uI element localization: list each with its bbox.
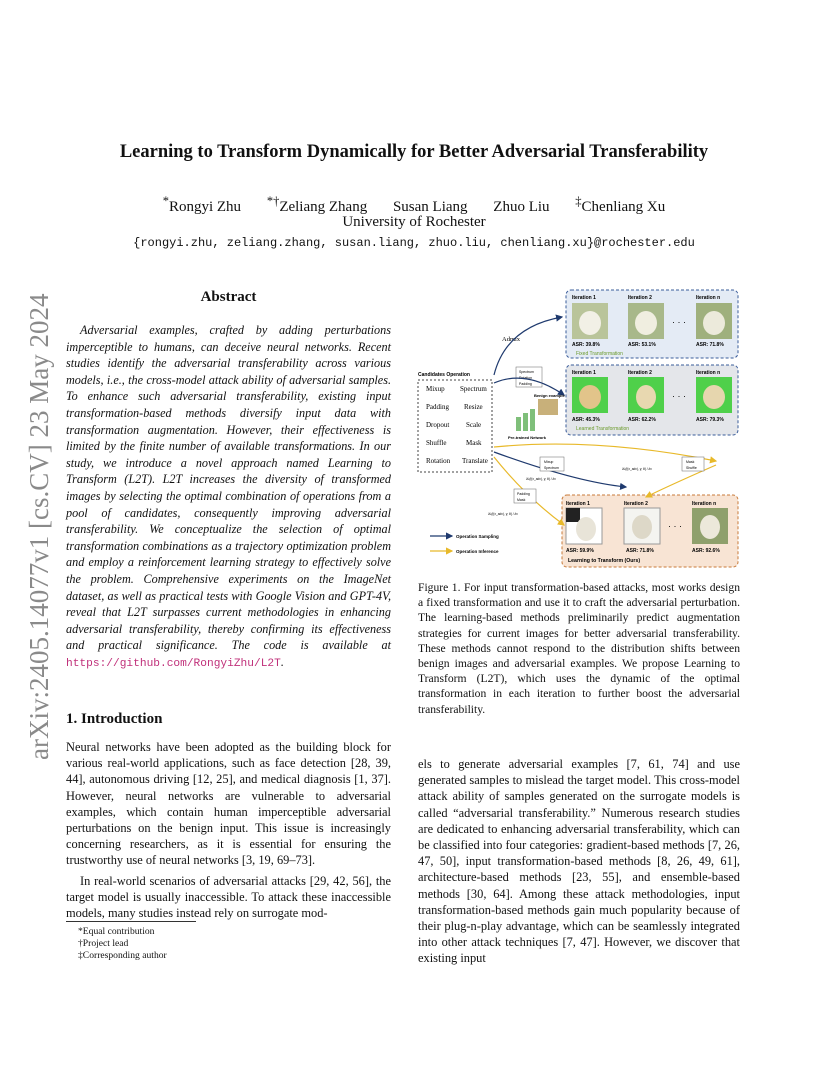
admix-label: Admix bbox=[502, 336, 521, 343]
panel-fixed-iter-1: Iteration 1 bbox=[572, 295, 596, 301]
dog-icon bbox=[700, 515, 720, 539]
ops-box-2 bbox=[540, 457, 564, 471]
candidate-translate: Translate bbox=[462, 457, 488, 465]
dog-icon bbox=[579, 385, 601, 409]
panel-fixed-asr-1: ASR: 39.8% bbox=[572, 342, 600, 348]
dog-icon bbox=[632, 515, 652, 539]
grad-expr-3: ∂L(f(x_adv), y; θ) / ∂x bbox=[622, 467, 652, 471]
candidates-box bbox=[418, 372, 492, 472]
pretrained-network-icon bbox=[516, 409, 535, 431]
author-4: Zhuo Liu bbox=[493, 199, 550, 215]
panel-l2t-asr-1: ASR: 59.9% bbox=[566, 548, 594, 554]
ops-box-3 bbox=[514, 489, 536, 503]
candidate-mixup: Mixup bbox=[426, 385, 445, 393]
figure-legend bbox=[430, 534, 499, 554]
panel-l2t bbox=[562, 495, 738, 567]
footnote-3: ‡Corresponding author bbox=[78, 950, 167, 961]
panel-learned-ellipsis: · · · bbox=[672, 391, 686, 401]
intro-paragraph-2: In real-world scenarios of adversarial attacks [29, 42, 56], the target model is usually inaccessible. To attack these inaccessible models, many studies instead rely on surrogate mod- bbox=[66, 873, 391, 921]
ops-box-4-op-1: Mask bbox=[686, 460, 695, 464]
panel-fixed-iter-2: Iteration 2 bbox=[628, 295, 652, 301]
grad-expr-2: ∂L(f(x_adv), y; θ) / ∂x bbox=[488, 512, 518, 516]
ops-box-2-op-1: Mixup bbox=[544, 460, 554, 464]
panel-l2t-iter-2: Iteration 2 bbox=[624, 501, 648, 507]
figure-1-diagram bbox=[416, 287, 740, 573]
panel-l2t-label: Learning to Transform (Ours) bbox=[568, 558, 641, 564]
dog-icon bbox=[636, 385, 656, 409]
benign-label: Benign example bbox=[534, 393, 565, 398]
footnote-divider bbox=[66, 921, 196, 922]
ops-box-3-op-2: Mask bbox=[517, 498, 526, 502]
candidates-title: Candidates Operation bbox=[418, 372, 470, 378]
ops-box-3-op-1: Padding bbox=[517, 492, 530, 496]
grad-expr-1: ∂L(f(x_adv), y; θ) / ∂x bbox=[526, 477, 556, 481]
author-list bbox=[0, 194, 828, 216]
panel-l2t-asr-n: ASR: 92.6% bbox=[692, 548, 720, 554]
panel-fixed-asr-n: ASR: 71.8% bbox=[696, 342, 724, 348]
candidate-rotation: Rotation bbox=[426, 457, 451, 465]
panel-learned-iter-n: Iteration n bbox=[696, 370, 721, 376]
intro-body bbox=[66, 739, 391, 925]
author-mark-5: ‡ bbox=[575, 194, 582, 208]
panel-learned-label: Learned Transformation bbox=[576, 426, 630, 432]
candidate-padding: Padding bbox=[426, 403, 449, 411]
panel-fixed bbox=[566, 290, 738, 358]
author-3: Susan Liang bbox=[392, 199, 468, 215]
author-emails: {rongyi.zhu, zeliang.zhang, susan.liang, zhuo.liu, chenliang.xu}@rochester.edu bbox=[133, 236, 695, 250]
candidate-scale: Scale bbox=[466, 421, 482, 429]
panel-fixed-label: Fixed Transformation bbox=[576, 351, 623, 357]
author-2: Zeliang Zhang bbox=[279, 199, 368, 215]
dog-icon bbox=[703, 385, 725, 409]
intro-heading: 1. Introduction bbox=[66, 711, 163, 727]
ops-box-1-op-3: Padding bbox=[519, 382, 532, 386]
ops-box-1-op-2: Rotation bbox=[519, 376, 533, 380]
author-5: Chenliang Xu bbox=[581, 199, 666, 215]
panel-fixed-ellipsis: · · · bbox=[672, 317, 686, 327]
candidate-resize: Resize bbox=[464, 403, 483, 411]
ops-box-2-op-2: Spectrum bbox=[544, 466, 559, 470]
author-mark-1: * bbox=[162, 194, 169, 208]
ops-box-4 bbox=[682, 457, 704, 471]
panel-l2t-iter-1: Iteration 1 bbox=[566, 501, 590, 507]
footnotes bbox=[78, 926, 167, 962]
l2t-img-1-mask bbox=[566, 508, 580, 522]
panel-l2t-asr-2: ASR: 71.8% bbox=[626, 548, 654, 554]
ops-box-1 bbox=[516, 367, 542, 387]
panel-learned-iter-2: Iteration 2 bbox=[628, 370, 652, 376]
intro-paragraph-1: Neural networks have been adopted as the building block for various real-world applications, such as face detection [28, 39, 44], autonomous driving [12, 25], and medical diagnosis [1, 37]. However, neural networks are vulnerable to adversarial examples, which contain human imperceptible adversarial perturbations on the benign input. This issue is increasingly concerning researchers, as it is essential for ensuring the trustworthy use of neural networks [3, 19, 69–73]. bbox=[66, 740, 391, 868]
intro-body-continued: els to generate adversarial examples [7, 61, 74] and use generated samples to mislead the target model. This cross-model attack ability of samples generated on the surrogate models is called “adversarial transferability.” Numerous research studies are dedicated to enhancing adversarial transferability, which can be classified into four categories: gradient-based methods [7, 26, 47, 50], input transformation-based methods [8, 26, 49, 61], architecture-based methods [23, 55], and ensemble-based methods [30, 64]. Among these attack methodologies, input transformation-based methods gain much popularity because of their plug-n-play advantage, which can be seamlessly integrated into other attack techniques [7, 47]. However, we discover that existing input bbox=[418, 757, 740, 966]
arxiv-stamp-text: arXiv:2405.14077v1 [cs.CV] 23 May 2024 bbox=[24, 293, 54, 760]
dog-icon bbox=[635, 311, 657, 335]
candidate-shuffle: Shuffle bbox=[426, 439, 447, 447]
affiliation: University of Rochester bbox=[342, 214, 486, 230]
ops-box-4-op-2: Shuffle bbox=[686, 466, 697, 470]
dog-icon bbox=[576, 517, 596, 541]
panel-l2t-ellipsis: · · · bbox=[668, 521, 682, 531]
abstract-text: Adversarial examples, crafted by adding perturbations imperceptible to humans, can deceive neural networks. Recent studies identify the adversarial transferability across various models, i.e., the cross-model attack ability of adversarial samples. To enhance such adversarial transferability, existing input transformation-based methods diversify input data with transformation augmentation. However, their effectiveness is limited by the finite number of available transformations. In our study, we introduce a novel approach named Learning to Transform (L2T). L2T increases the diversity of transformed images by selecting the optimal combination of operations from a pool of candidates, consequently improving adversarial transferability. We conceptualize the selection of optimal transformation combinations as a trajectory optimization problem and employ a reinforcement learning strategy to effectively solve the problem. Comprehensive experiments on the ImageNet dataset, as well as practical tests with Google Vision and GPT-4V, reveal that L2T surpasses current methodologies in enhancing adversarial transferability, thereby confirming its effectiveness and practical significance. The code is available at bbox=[66, 323, 391, 653]
panel-l2t-iter-n: Iteration n bbox=[692, 501, 717, 507]
candidate-spectrum: Spectrum bbox=[460, 385, 487, 393]
abstract-heading: Abstract bbox=[200, 289, 257, 305]
candidate-mask: Mask bbox=[466, 439, 482, 447]
panel-learned bbox=[566, 365, 738, 435]
figure-caption: Figure 1. For input transformation-based attacks, most works design a fixed transformation and use it to craft the adversarial perturbation. The learning-based methods preliminarily predict augmentation strategies for current images for better adversarial transferability. These methods cannot respond to the distribution shifts between benign images and adversarial examples. We propose Learning to Transform (L2T), which uses the dynamic of the optimal transformation in each iteration to further boost the adversarial transferability. bbox=[418, 581, 740, 716]
abstract-body: Adversarial examples, crafted by adding perturbations imperceptible to humans, can deceive neural networks. Recent studies identify the adversarial transferability across various models, i.e., the cross-model attack ability of adversarial samples. To enhance such adversarial transferability, existing input transformation-based methods diversify input data with transformation augmentation. However, their effectiveness is limited by the finite number of available transformations. In our study, we introduce a novel approach named Learning to Transform (L2T). L2T increases the diversity of transformed images by selecting the optimal combination of operations from a pool of candidates, consequently improving adversarial transferability. We conceptualize the selection of optimal transformation combinations as a trajectory optimization problem and employ a reinforcement learning strategy to effectively solve the problem. Comprehensive experiments on the ImageNet dataset, as well as practical tests with Google Vision and GPT-4V, reveal that L2T surpasses current methodologies in enhancing adversarial transferability, thereby confirming its effectiveness and practical significance. The code is available at https://github.com/RongyiZhu/L2T. bbox=[66, 323, 391, 670]
panel-learned-asr-n: ASR: 79.3% bbox=[696, 417, 724, 423]
arxiv-stamp bbox=[6, 270, 66, 770]
panel-learned-iter-1: Iteration 1 bbox=[572, 370, 596, 376]
dog-icon bbox=[703, 311, 725, 335]
admix-arrow bbox=[494, 317, 562, 375]
inference-arrow-3 bbox=[646, 465, 716, 497]
candidate-dropout: Dropout bbox=[426, 421, 450, 429]
benign-example-image bbox=[538, 399, 558, 415]
code-link[interactable]: https://github.com/RongyiZhu/L2T bbox=[66, 657, 281, 670]
footnote-2: †Project lead bbox=[78, 938, 129, 949]
ops-box-1-op-1: Spectrum bbox=[519, 370, 534, 374]
panel-fixed-asr-2: ASR: 53.1% bbox=[628, 342, 656, 348]
paper-title: Learning to Transform Dynamically for Better Adversarial Transferability bbox=[119, 142, 709, 162]
legend-inference: Operation Inference bbox=[456, 549, 499, 554]
panel-fixed-iter-n: Iteration n bbox=[696, 295, 721, 301]
pretrained-label: Pre-trained Network bbox=[508, 435, 547, 440]
panel-learned-asr-1: ASR: 45.3% bbox=[572, 417, 600, 423]
legend-sampling: Operation Sampling bbox=[456, 534, 499, 539]
author-1: Rongyi Zhu bbox=[168, 199, 242, 215]
dog-icon bbox=[579, 311, 601, 335]
footnote-1: *Equal contribution bbox=[78, 926, 155, 937]
panel-learned-asr-2: ASR: 62.2% bbox=[628, 417, 656, 423]
author-mark-2: *† bbox=[266, 194, 280, 208]
